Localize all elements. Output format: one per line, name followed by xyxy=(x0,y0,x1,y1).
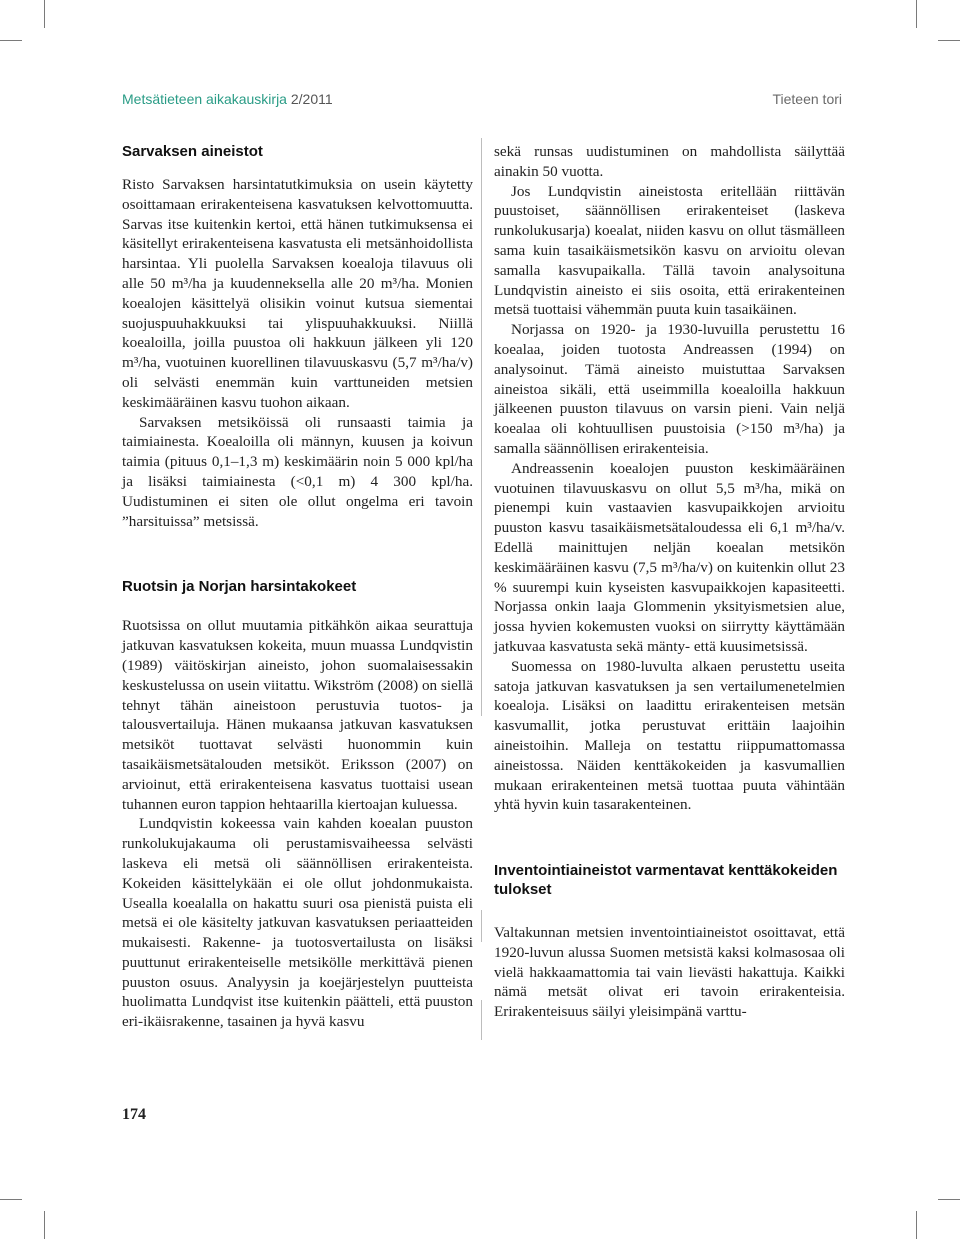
paragraph: Lundqvistin kokeessa vain kahden koealan puuston runkolukujakauma oli perustamisvaiheessa selvästi laskeva eli metsä oli säännöllisen erirakenteista. Kokeiden käsittelykään ei ole ollut johdonmukaista. Usealla koealalla on hakattu suuri osa pienistä puista eli metsä ei ole käsitelty jatkuvan kasvatuksen periaatteiden mukaisesti. Rakenne- ja tuotosvertailusta on lisäksi puuttunut erirakenteiselle metsikölle merkittävä pienen puuston osuus. Analyysin ja koejärjestelyn puutteista huolimatta Lundqvist itse kuitenkin päätteli, että puuston eri-ikäisrakenne, tasainen ja hyvä kasvu xyxy=(122,815,473,1031)
paragraph: sekä runsas uudistuminen on mahdollista säilyttää ainakin 50 vuotta. xyxy=(494,143,845,180)
section-heading: Inventointiaineistot varmentavat kenttäkokeiden tulokset xyxy=(494,862,838,899)
crop-mark xyxy=(916,0,917,28)
section-title: Tieteen tori xyxy=(772,91,842,107)
journal-title xyxy=(122,91,333,107)
spacer xyxy=(494,899,845,923)
paragraph: Risto Sarvaksen harsintatutkimuksia on usein käytetty osoittamaan erirakenteisena kasvatuksen kelvottomuutta. Sarvas itse kuitenkin kertoi, että hänen tutkimuksensa ei käsitellyt erirakenteisena kasvatusta eli metsänhoidollista harsintaa. Yli puolella Sarvaksen koealoja tilavuus oli alle 50 m³/ha ja kuudenneksella alle 20 m³/ha. Monien koealojen käsittelyä olisikin voinut kutsua siementai suojuspuuhakkuuksi tai ylispuuhakkuuksi. Niillä koealoilla, joilla puustoa oli hakkuun jälkeen yli 120 m³/ha, vuotuinen kuorellinen tilavuuskasvu (5,7 m³/ha/v) oli selvästi enemmän kuin varttuneiden metsien keskimääräinen kasvu tuohon aikaan. xyxy=(122,176,473,411)
crop-mark xyxy=(938,40,960,41)
journal-name: Metsätieteen aikakauskirja xyxy=(122,91,287,107)
section-heading: Ruotsin ja Norjan harsintakokeet xyxy=(122,578,357,596)
left-column xyxy=(122,142,473,1032)
paragraph: Sarvaksen metsiköissä oli runsaasti taimia ja taimiainesta. Koealoilla oli männyn, kuusen ja koivun taimia (pituus 0,1–1,3 m) keskimäärin noin 5 000 kpl/ha ja lisäksi taimiainesta (<0,1 m) 4 300 kpl/ha. Uudistuminen ei siten ole ollut ongelma eri tavoin ”harsituissa” metsissä. xyxy=(122,413,473,530)
spacer xyxy=(122,531,473,577)
paragraph: Norjassa on 1920- ja 1930-luvuilla perustettu 16 koealaa, joiden tuotosta Andreassen (1994) on analysoinut. Tämä aineisto muistuttaa Sarvaksen aineistoa sikäli, että useimmilla koealoilla hakkuun jälkeenen puuston tilavuus on varsin pieni. Vain neljä koealaa oli kohtuullisen puustoisia (>150 m³/ha) ja samalla säännöllisen erirakenteisia. xyxy=(494,321,845,457)
crop-mark xyxy=(916,1211,917,1239)
paragraph: Jos Lundqvistin aineistosta eritellään riittävän puustoiset, säännöllisen erirakenteiset (laskeva runkolukusarja) koealat, niiden kasvu on ollut täsmälleen sama kuin tasaikäismetsikön kasvu on arvioitu olevan samalla kasvupaikalla. Tällä tavoin analysoituna Lundqvistin aineisto ei siis osoita, että erirakenteinen metsä tuottaisi vähemmän puuta kuin tasaikäinen. xyxy=(494,182,845,319)
column-rule xyxy=(481,1000,482,1040)
paragraph: Andreassenin koealojen puuston keskimääräinen vuotuinen tilavuuskasvu on ollut 5,5 m³/ha, mikä on pienempi kuin vastaavien kasvupaikkojen arvioitu puuston kasvu tasaikäismetsätaloudessa eli 6,1 m³/ha/v. Edellä mainittujen neljän koealan metsikön keskimääräinen kasvu (7,5 m³/ha/v) on kuitenkin ollut 23 % suurempi kuin kyseisten kasvupaikkojen kapasiteetti. Norjassa onkin laaja Glommenin yksityismetsien alue, jossa hyvien kokemusten vuoksi on siirrytty käyttämään jatkuvaa kasvatusta sekä mänty- että kuusimetsissä. xyxy=(494,459,845,655)
spacer xyxy=(122,596,473,616)
column-rule xyxy=(481,138,482,716)
crop-mark xyxy=(44,1211,45,1239)
paragraph: Valtakunnan metsien inventointiaineistot osoittavat, että 1920-luvun alussa Suomen metsistä kaksi kolmasosaa oli vielä hakkaamattomia tai vain lievästi hakattuja. Kaikki nämä metsät olivat eri tavoin erirakenteisia. Erirakenteisuus säilyi yleisimpänä varttu- xyxy=(494,924,845,1021)
crop-mark xyxy=(938,1199,960,1200)
crop-mark xyxy=(0,1199,22,1200)
section-heading: Sarvaksen aineistot xyxy=(122,143,263,160)
crop-mark xyxy=(0,40,22,41)
right-column xyxy=(494,142,845,1022)
paragraph: Ruotsissa on ollut muutamia pitkähkön aikaa seurattuja jatkuvan kasvatuksen kokeita, muun muassa Lundqvistin (1989) väitöskirjan aineisto, johon suomalaisessakin keskustelussa on usein viitattu. Wikström (2008) on siellä tehnyt tähän aineistoon perustuvia tuotos- ja talousvertailuja. Hänen mukaansa jatkuvan kasvatuksen metsiköt tuottavat selvästi huonommin kuin tasaikäismetsätalouden metsiköt. Eriksson (2007) on arvioinut, että erirakenteisena kasvatus tuottaisi usean tuhannen euron tappion hehtaarilla kiertoajan kuluessa. xyxy=(122,617,473,813)
spacer xyxy=(122,161,473,175)
crop-mark xyxy=(44,0,45,28)
spacer xyxy=(494,815,845,861)
journal-issue: 2/2011 xyxy=(290,91,333,107)
page-number: 174 xyxy=(122,1106,146,1123)
column-rule xyxy=(481,910,482,942)
paragraph: Suomessa on 1980-luvulta alkaen perustettu useita satoja jatkuvan kasvatuksen ja sen vertailumenetelmien koealoja. Lisäksi on laadittu erirakenteisen metsän kasvumallit, jotka perustuvat erittäin laajoihin aineistoihin. Malleja on testattu riippumattomassa aineistossa. Näiden kenttäkokeiden ja kasvumallien mukaan erirakenteinen metsä tuottaa puuta vähintään yhtä hyvin kuin tasarakenteinen. xyxy=(494,657,845,814)
